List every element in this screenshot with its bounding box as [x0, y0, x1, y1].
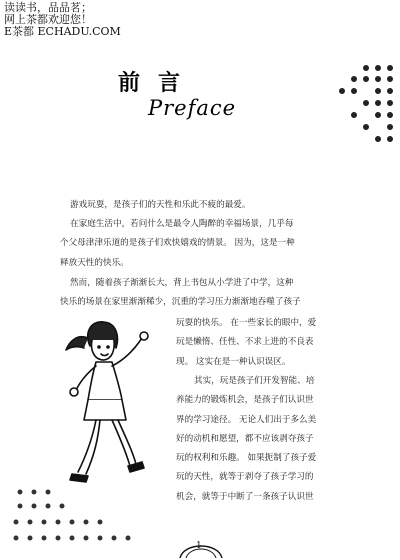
paragraph-4-line: 其实，玩是孩子们开发智能、培 [194, 376, 315, 386]
paragraph-4 [176, 372, 376, 507]
paragraph-3-line: 现。 这实在是一种认识误区。 [176, 356, 291, 367]
paragraph-2 [60, 215, 372, 273]
paragraph-2-line: 个父母津津乐道的是孩子们欢快嬉戏的情景。 因为，这是一种 [60, 238, 295, 249]
paragraph-3-line: 然而，随着孩子渐渐长大，背上书包从小学进了中学，这种 [70, 278, 294, 288]
paragraph-3 [60, 274, 372, 313]
paragraph-4-line: 好的动机和愿望，都不应该剥夺孩子 [176, 433, 314, 444]
page-subtitle: Preface [148, 96, 237, 120]
decorative-dots-top-right [296, 62, 400, 146]
page-number: 1 [196, 541, 202, 551]
paragraph-4-line: 玩的天性，就等于剥夺了孩子学习的 [176, 472, 314, 483]
paragraph-4-line: 机会，就等于中断了一条孩子认识世 [176, 491, 314, 502]
paragraph-3-line: 玩是懒惰、任性、不求上进的不良表 [176, 337, 314, 348]
paragraph-1 [70, 196, 370, 215]
page-title: 前言 [118, 70, 199, 96]
paragraph-3-continued [176, 314, 376, 372]
paragraph-3-line: 玩耍的快乐。 在一些家长的眼中，爱 [176, 318, 317, 328]
watermark [4, 2, 121, 38]
paragraph-3-line: 快乐的场景在家里渐渐稀少，沉重的学习压力渐渐地吞噬了孩子 [60, 297, 301, 308]
watermark-line-1: 读读书，品品茗； [4, 1, 92, 14]
paragraph-4-line: 界的学习途径。 无论人们出于多么美 [176, 414, 317, 425]
paragraph-2-line: 释放天性的快乐。 [60, 257, 129, 268]
paragraph-2-line: 在家庭生活中，若问什么是最令人陶醉的幸福场景，几乎每 [70, 219, 294, 229]
paragraph-4-line: 养能力的锻炼机会，是孩子们认识世 [176, 395, 314, 406]
paragraph-1-line: 游戏玩耍，是孩子们的天性和乐此不疲的最爱。 [70, 200, 251, 210]
watermark-line-3: E茶都 ECHADU.COM [4, 25, 121, 38]
running-girl-illustration [60, 316, 170, 516]
watermark-line-2: 网上茶都欢迎您！ [4, 13, 92, 26]
paragraph-4-line: 玩的权利和乐趣。 如果扼制了孩子爱 [176, 453, 317, 464]
